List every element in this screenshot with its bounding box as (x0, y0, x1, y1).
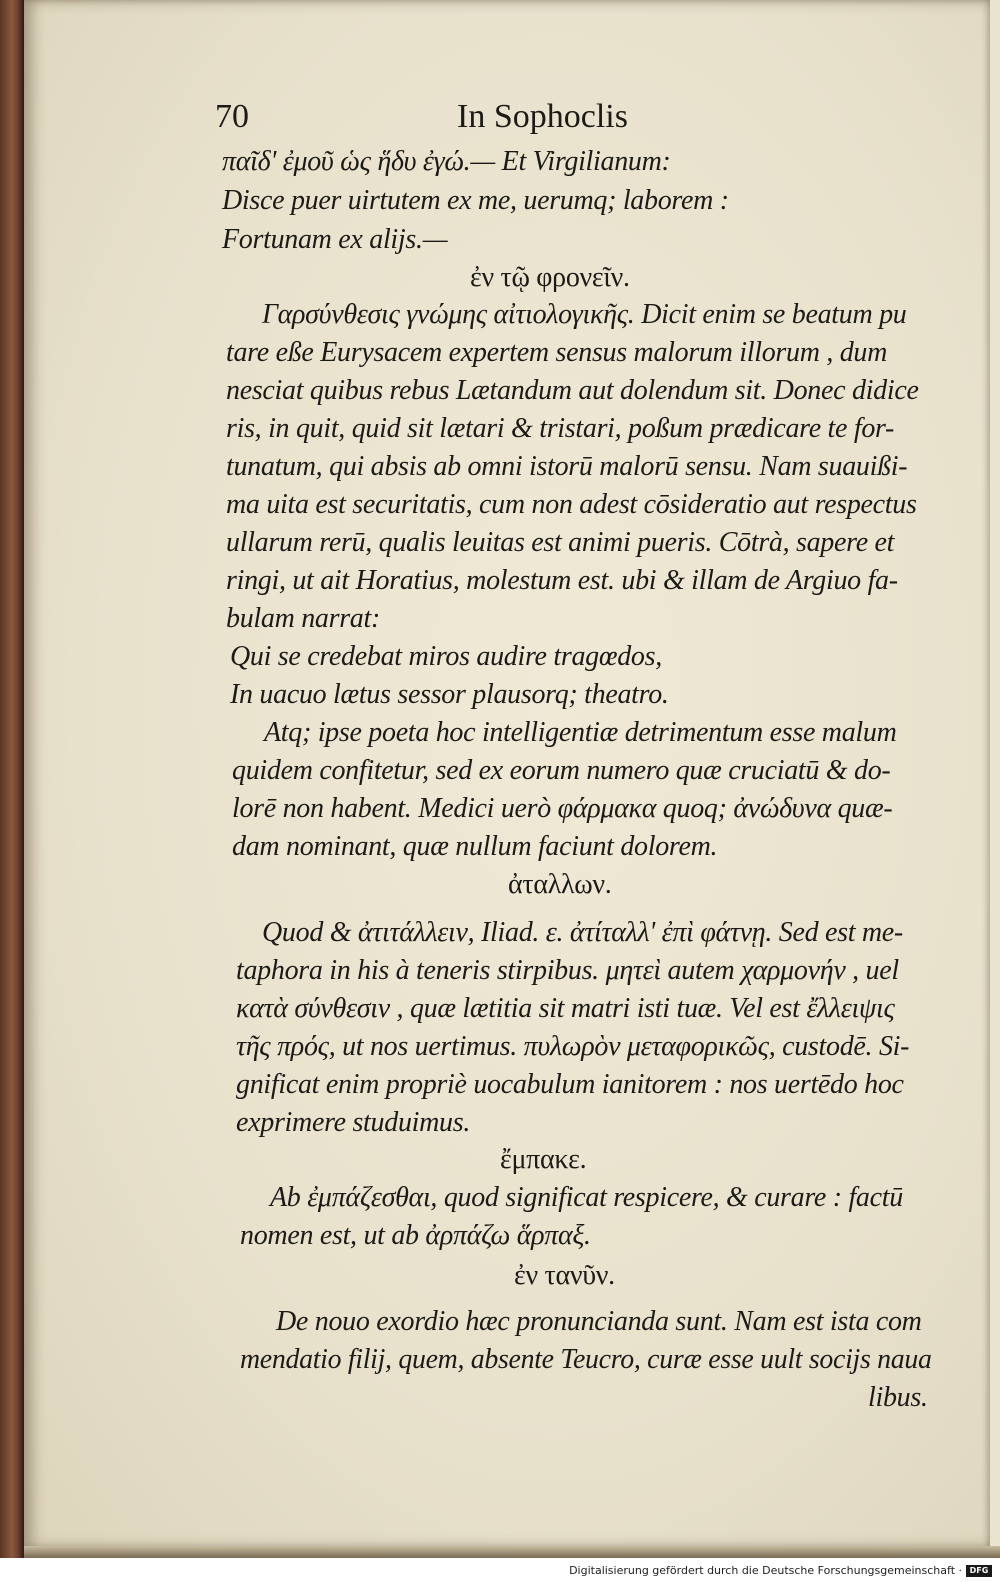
text-line: mendatio filij, quem, absente Teucro, curæ esse uult socijs naua (240, 1344, 932, 1375)
text-line: lorē non habent. Medici uerò φάρμακα quoq; ἀνώδυνα quæ- (232, 793, 893, 824)
text-line: ma uita est securitatis, cum non adest cōsideratio aut respectus (226, 489, 917, 520)
text-line: tare eße Eurysacem expertem sensus malorum illorum , dum (226, 337, 888, 368)
text-line: quidem confitetur, sed ex eorum numero quæ cruciatū & do- (232, 755, 891, 786)
text-line: taphora in his à teneris stirpibus. μητεὶ autem χαρμονήν , uel (236, 955, 899, 986)
text-line: τῆς πρός, ut nos uertimus. πυλωρὸν μεταφορικῶς, custodē. Si- (236, 1031, 910, 1062)
section-heading: ἐν τῷ φρονεῖν. (470, 262, 630, 293)
section-heading: ἐν τανῦν. (514, 1260, 615, 1291)
text-line: κατὰ σύνθεσιν , quæ lætitia sit matri isti tuæ. Vel est ἔλλειψις (236, 993, 895, 1024)
text-line: bulam narrat: (226, 603, 380, 634)
page-number: 70 (215, 98, 249, 135)
text-line: exprimere studuimus. (236, 1107, 471, 1138)
text-line: nomen est, ut ab ἀρπάζω ἅρπαξ. (240, 1220, 591, 1251)
credit-text: Digitalisierung gefördert durch die Deutsche Forschungsgemeinschaft · (569, 1564, 962, 1577)
text-line: ullarum rerū, qualis leuitas est animi pueris. Cōtrà, sapere et (226, 527, 895, 558)
text-line: Atq; ipse poeta hoc intelligentiæ detrimentum esse malum (264, 717, 897, 748)
text-line: tunatum, qui absis ab omni istorū malorū sensu. Nam suauißi- (226, 451, 908, 482)
verse-line: In uacuo lætus sessor plausorq; theatro. (230, 679, 669, 710)
dfg-logo-icon: DFG (966, 1565, 992, 1577)
text-line: nesciat quibus rebus Lætandum aut dolendum sit. Donec didice (226, 375, 919, 406)
text-line: Quod & ἀτιτάλλειν, Iliad. ε. ἀτίταλλ' ἐπὶ φάτνῃ. Sed est me- (262, 917, 903, 948)
text-line: παῖδ' ἐμοῦ ὡς ἥδυ ἐγώ.— Et Virgilianum: (222, 146, 671, 177)
text-line: Fortunam ex alijs.— (222, 224, 448, 255)
text-line: De nouo exordio hæc pronuncianda sunt. Nam est ista com (276, 1306, 922, 1337)
text-line: gnificat enim propriè uocabulum ianitorem : nos uertēdo hoc (236, 1069, 904, 1100)
text-line: libus. (868, 1382, 928, 1413)
verse-line: Qui se credebat miros audire tragœdos, (230, 641, 662, 672)
page-edge (24, 1546, 1000, 1558)
section-heading: ἀταλλων. (508, 869, 612, 900)
text-line: Ab ἐμπάζεσθαι, quod significat respicere, & curare : factū (270, 1182, 903, 1213)
text-line: Γαρσύνθεσις γνώμης αἰτιολογικῆς. Dicit enim se beatum pu (262, 299, 907, 330)
running-title: In Sophoclis (457, 98, 628, 135)
text-line: ris, in quit, quid sit lætari & tristari, poßum prædicare te for- (226, 413, 895, 444)
text-line: dam nominant, quæ nullum faciunt dolorem. (232, 831, 718, 862)
text-line: Disce puer uirtutem ex me, uerumq; laborem : (222, 185, 729, 216)
section-heading: ἔμπακε. (500, 1144, 587, 1175)
text-line: ringi, ut ait Horatius, molestum est. ubi & illam de Argiuo fa- (226, 565, 898, 596)
digitization-credit (0, 1560, 1000, 1582)
